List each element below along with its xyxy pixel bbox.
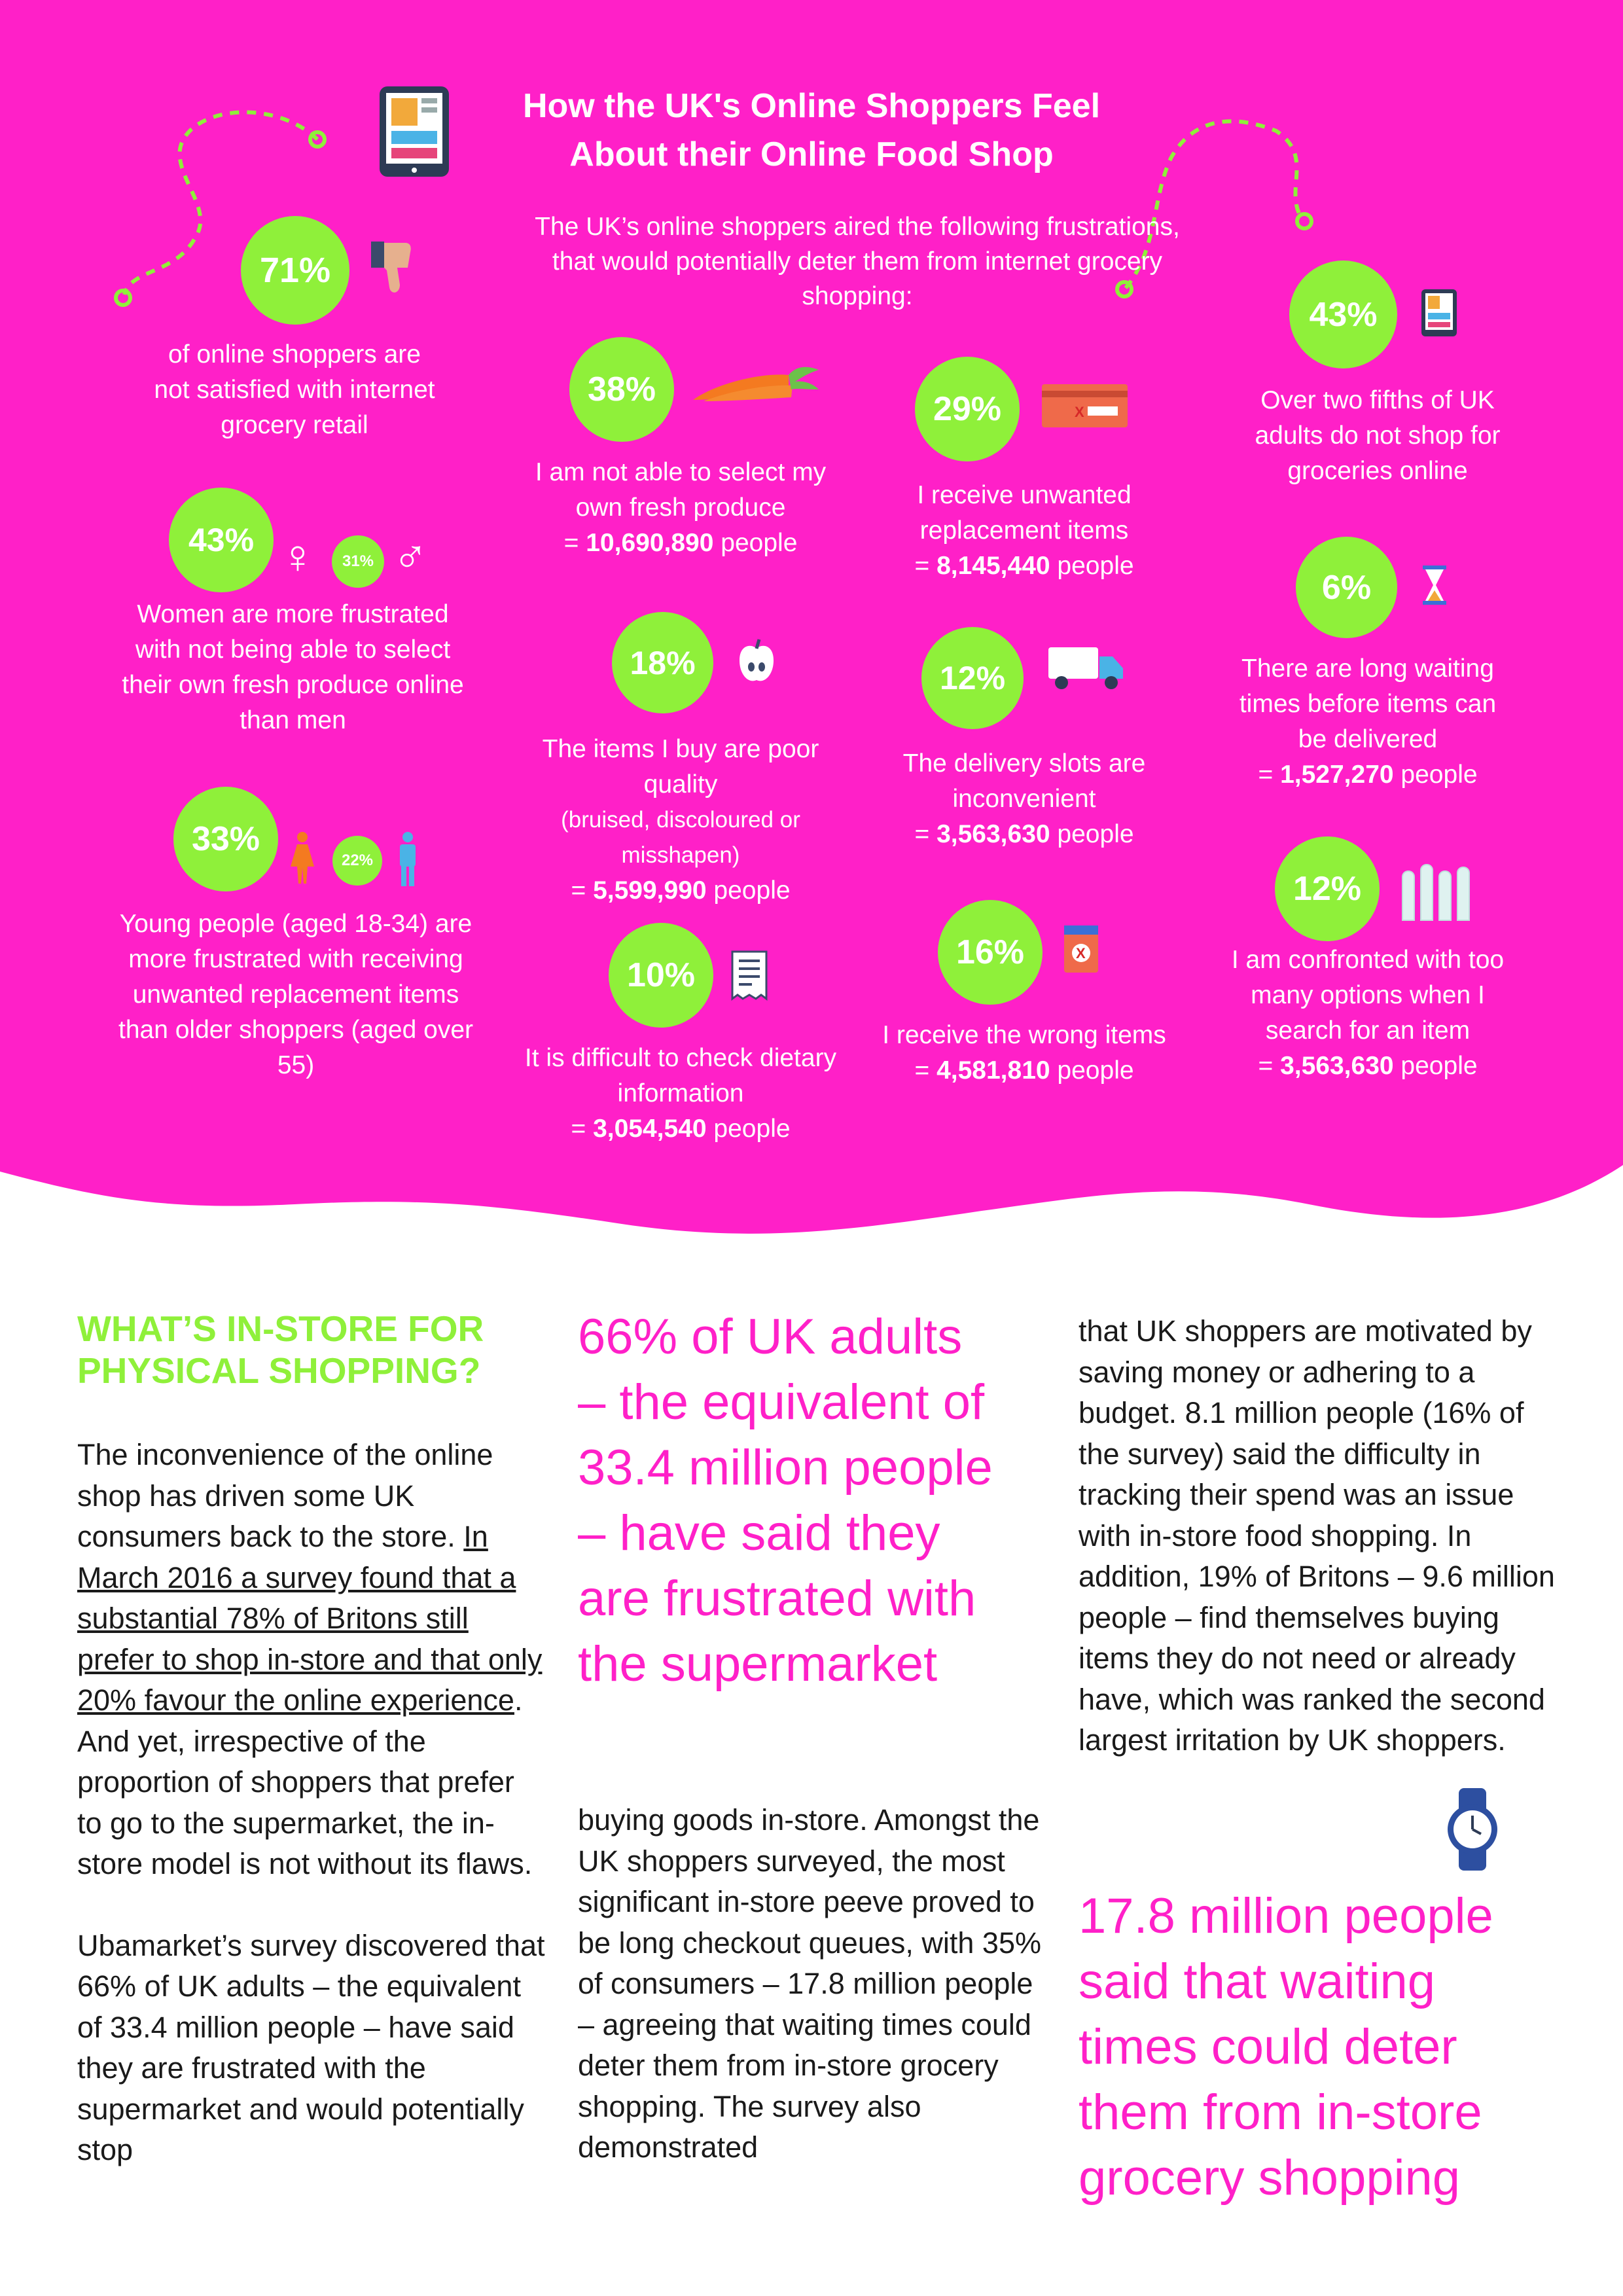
male-icon: ♂: [393, 531, 428, 583]
stat-options: [1204, 942, 1531, 1084]
article-paragraph-2: Ubamarket’s survey discovered that 66% of UK adults – the equivalent of 33.4 million people – have said they are frustrated with the supermarket and would potentially stop: [77, 1928, 545, 2166]
stat-dietary-text: It is difficult to check dietary information: [524, 1044, 837, 1107]
stat-replacement: [864, 478, 1185, 584]
section-heading-line-2: PHYSICAL SHOPPING?: [77, 1350, 481, 1391]
stat-circle-12-delivery: 12%: [921, 627, 1024, 729]
pull-quote-2: 17.8 million people said that waiting times could deter them from in-store grocery shopping: [1079, 1888, 1493, 2206]
title-line-1: How the UK's Online Shoppers Feel: [522, 87, 1101, 125]
product-box-icon: [1061, 923, 1101, 975]
stat-options-people: = 3,563,630 people: [1258, 1052, 1478, 1080]
stat-circle-71: 71%: [241, 216, 349, 325]
stat-wrong-text: I receive the wrong items: [882, 1021, 1166, 1049]
stat-satisfied-text: of online shoppers are not satisfied with internet grocery retail: [154, 340, 435, 439]
stat-circle-22-older: 22%: [332, 836, 382, 886]
stat-dietary: [517, 1041, 844, 1147]
bottles-icon: [1397, 857, 1476, 923]
carrot-icon: [690, 363, 821, 404]
stat-wrong: [864, 1018, 1185, 1088]
stat-waiting: [1204, 651, 1531, 793]
stat-circle-38: 38%: [569, 337, 674, 442]
stat-replacement-text: I receive unwanted replacement items: [917, 481, 1132, 545]
title-line-2: About their Online Food Shop: [569, 135, 1054, 173]
stat-produce-people: = 10,690,890 people: [563, 529, 798, 557]
stat-produce-text: I am not able to select my own fresh produce: [535, 458, 827, 522]
female-icon: ♀: [280, 531, 315, 583]
stat-quality-text: The items I buy are poor quality: [542, 735, 819, 798]
article-column-3: that UK shoppers are motivated by saving money or adhering to a budget. 8.1 million people (16% of the survey) said the difficulty in tracking their spend was an issue with in-store food shopping. In addition, 19% of Britons – 9.6 million people – find themselves buying items they do not need or already have, which was ranked the second largest irritation by UK shoppers.: [1079, 1314, 1555, 1757]
hourglass-icon: [1421, 564, 1448, 606]
article-column-1: [77, 1435, 545, 2171]
survey-link[interactable]: In March 2016 a survey found that a substantial 78% of Britons still prefer to shop in-store and that only 20% favour the online experience: [77, 1520, 543, 1717]
stat-circle-43-women: 43%: [169, 488, 274, 592]
stat-wrong-people: = 4,581,810 people: [914, 1056, 1134, 1085]
tablet-small-icon: [1420, 288, 1458, 338]
stat-circle-10: 10%: [609, 923, 713, 1028]
stat-delivery-people: = 3,563,630 people: [914, 820, 1134, 848]
receipt-icon: [730, 949, 769, 1001]
pull-quote-1: 66% of UK adults – the equivalent of 33.4 million people – have said they are frustrated with the supermarket: [578, 1309, 993, 1692]
stat-replacement-people: = 8,145,440 people: [914, 552, 1134, 580]
stat-quality-subtext: (bruised, discoloured or misshapen): [561, 807, 800, 868]
article-column-2: buying goods in-store. Amongst the UK shoppers surveyed, the most significant in-store peeve proved to be long checkout queues, with 35% of consumers – 17.8 million people – agreeing that waiting times could deter them from in-store grocery shopping. The survey also demonstrated: [578, 1803, 1041, 2164]
stat-circle-29: 29%: [915, 357, 1020, 461]
svg-text:X: X: [1075, 404, 1084, 420]
intro-text: The UK’s online shoppers aired the following frustrations, that would potentially deter them from internet grocery shopping:: [535, 213, 1180, 310]
stat-quality-people: = 5,599,990 people: [571, 876, 791, 905]
man-icon: [395, 831, 421, 887]
thumbs-down-icon: [368, 239, 414, 299]
stat-waiting-text: There are long waiting times before items can be delivered: [1239, 655, 1497, 753]
stat-options-text: I am confronted with too many options when I search for an item: [1231, 946, 1505, 1045]
stat-delivery: [864, 746, 1185, 852]
stat-circle-43-noshop: 43%: [1289, 260, 1397, 368]
stat-produce: [517, 455, 844, 561]
stat-delivery-text: The delivery slots are inconvenient: [902, 749, 1146, 813]
truck-icon: [1047, 645, 1126, 692]
woman-icon: [289, 831, 315, 885]
apple-icon: [738, 638, 775, 685]
stat-dietary-people: = 3,054,540 people: [571, 1115, 791, 1143]
article-paragraph-1: The inconvenience of the online shop has driven some UK consumers back to the store. In March 2016 a survey found that a substantial 78% of Britons still prefer to shop in-store and that only 20% favour the online experience. And yet, irrespective of the proportion of shoppers that prefer to go to the supermarket, the in-store model is not without its flaws.: [77, 1438, 543, 1880]
stat-circle-18: 18%: [612, 612, 713, 713]
stat-noshop-text: Over two fifths of UK adults do not shop for groceries online: [1255, 386, 1501, 485]
page-title: [366, 82, 1257, 179]
section-heading-line-1: WHAT’S IN-STORE FOR: [77, 1308, 484, 1349]
section-heading: [77, 1308, 535, 1391]
tablet-icon: [378, 85, 450, 178]
stat-waiting-people: = 1,527,270 people: [1258, 761, 1478, 789]
stat-circle-6: 6%: [1296, 537, 1397, 638]
stat-quality: [517, 732, 844, 908]
svg-text:X: X: [1076, 945, 1086, 961]
watch-icon: [1443, 1787, 1502, 1872]
stat-age-text: Young people (aged 18-34) are more frustrated with receiving unwanted replacement items than older shoppers (aged over 55): [118, 910, 474, 1079]
stat-circle-31-men: 31%: [332, 535, 384, 588]
stat-circle-12-options: 12%: [1275, 836, 1380, 941]
card-icon: [1041, 383, 1129, 429]
stat-circle-33-young: 33%: [173, 787, 278, 891]
stat-circle-16: 16%: [938, 900, 1043, 1005]
stat-gender-text: Women are more frustrated with not being able to select their own fresh produce online than men: [122, 600, 464, 734]
